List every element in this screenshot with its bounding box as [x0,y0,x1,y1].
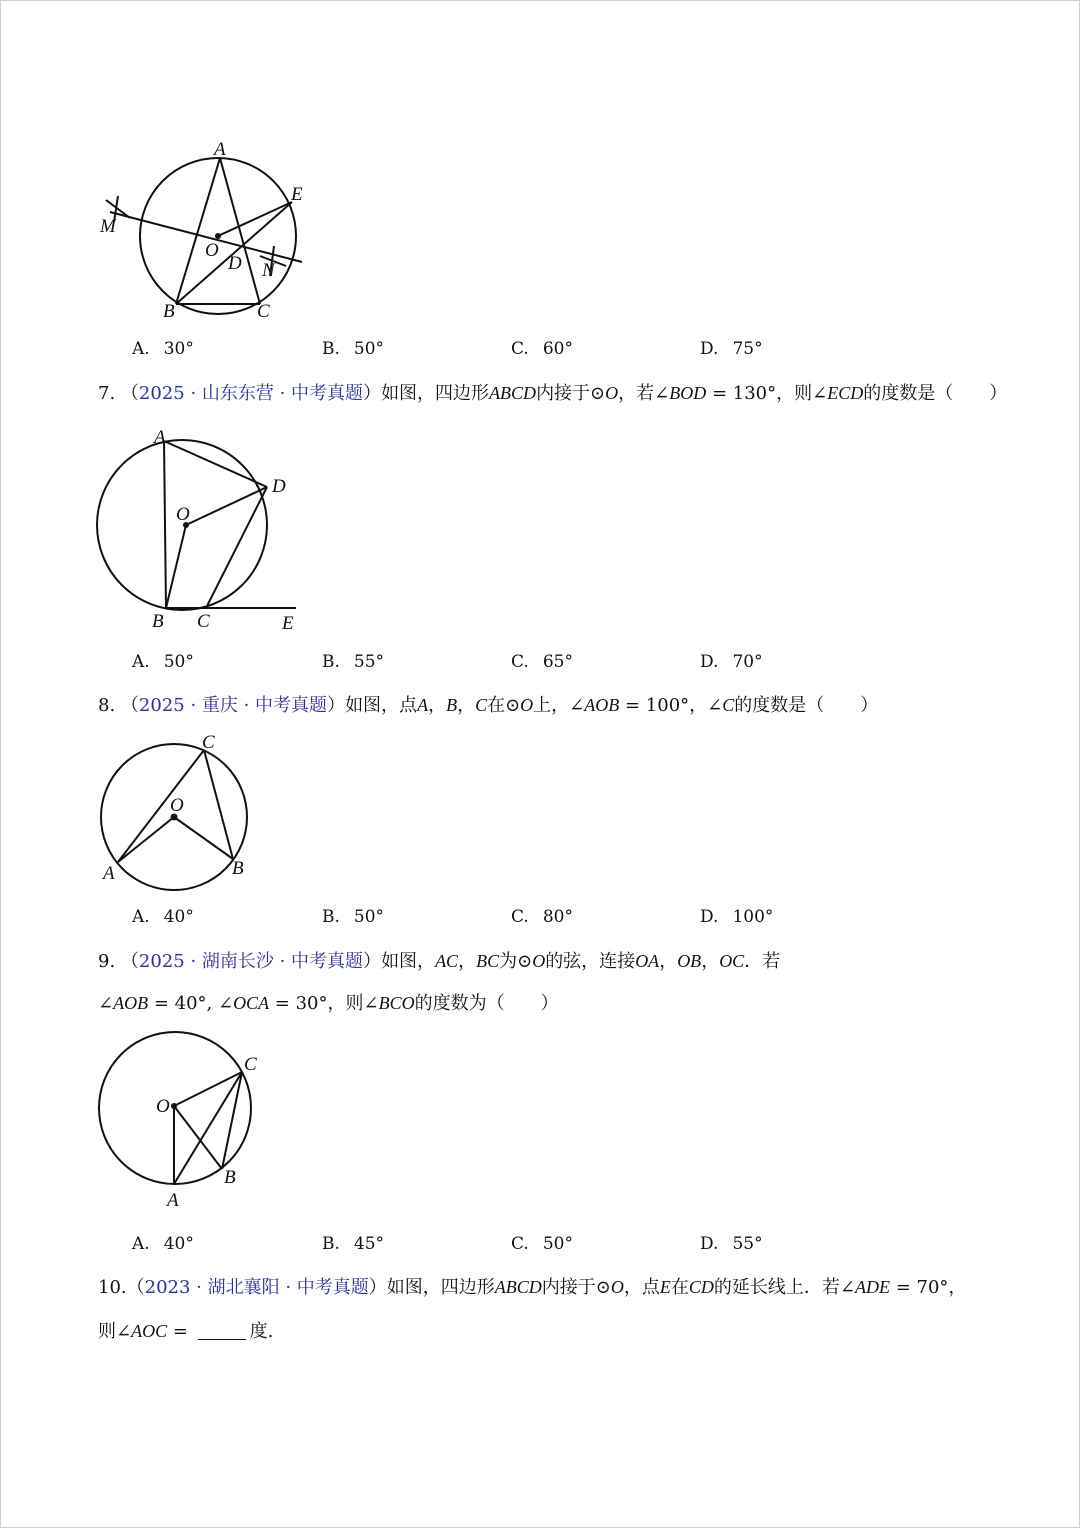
q6-label-c: C [257,301,270,322]
q9-label-c: C [244,1054,257,1075]
q9-label-b: B [224,1167,236,1188]
q6-option-c[interactable]: C. 60° [511,339,573,359]
q10-stem-line2: 则∠AOC = 度. [98,1321,274,1342]
q10-source: 2023 · 湖北襄阳 · 中考真题 [144,1277,369,1298]
q8-option-d[interactable]: D. 100° [700,907,774,927]
q10-answer-blank[interactable] [198,1321,246,1340]
q6-label-m: M [100,216,116,237]
q8-label-o: O [170,795,184,816]
q8-options [132,907,892,933]
q7-label-b: B [152,611,164,632]
q6-figure [96,138,326,328]
q8-option-a[interactable]: A. 40° [132,907,194,927]
q8-source: 2025 · 重庆 · 中考真题 [138,695,328,716]
q7-option-c[interactable]: C. 65° [511,652,573,672]
q9-stem-line1: 9. （2025 · 湖南长沙 · 中考真题）如图，AC，BC为⊙O的弦，连接OA，OB，OC．若 [98,951,781,972]
q7-label-e: E [282,613,294,634]
q6-options [132,339,892,365]
q6-label-b: B [163,301,175,322]
q6-option-a[interactable]: A. 30° [132,339,194,359]
q7-label-d: D [272,476,286,497]
q6-label-o: O [205,240,219,261]
q9-option-d[interactable]: D. 55° [700,1234,763,1254]
q10-stem-line1: 10.（2023 · 湖北襄阳 · 中考真题）如图，四边形ABCD内接于⊙O，点E在CD的延长线上．若∠ADE = 70°， [98,1277,967,1298]
q6-option-b[interactable]: B. 50° [322,339,385,359]
q6-center-dot [215,233,221,239]
q6-label-a: A [214,139,226,160]
q6-label-d: D [228,253,242,274]
q7-figure [96,425,316,635]
q7-options [132,652,892,678]
q7-option-b[interactable]: B. 55° [322,652,385,672]
q8-option-c[interactable]: C. 80° [511,907,573,927]
q9-option-b[interactable]: B. 45° [322,1234,385,1254]
q9-source: 2025 · 湖南长沙 · 中考真题 [138,951,364,972]
q9-label-o: O [156,1096,170,1117]
q9-option-c[interactable]: C. 50° [511,1234,573,1254]
q9-center-dot [171,1103,177,1109]
q8-label-c: C [202,732,215,753]
q7-label-o: O [176,504,190,525]
q6-label-n: N [262,260,275,281]
q9-options [132,1234,892,1260]
q6-option-d[interactable]: D. 75° [700,339,763,359]
q7-stem: 7. （2025 · 山东东营 · 中考真题）如图，四边形ABCD内接于⊙O，若∠BOD = 130°，则∠ECD的度数是（ ） [98,383,1008,404]
q8-stem: 8. （2025 · 重庆 · 中考真题）如图，点A，B，C在⊙O上，∠AOB = 100°，∠C的度数是（ ） [98,695,879,716]
q8-option-b[interactable]: B. 50° [322,907,385,927]
q7-source: 2025 · 山东东营 · 中考真题 [138,383,364,404]
q7-option-a[interactable]: A. 50° [132,652,194,672]
q8-figure [96,730,266,895]
q9-label-a: A [167,1190,179,1211]
q9-option-a[interactable]: A. 40° [132,1234,194,1254]
q9-stem-line2: ∠AOB = 40°, ∠OCA = 30°，则∠BCO的度数为（ ） [98,993,559,1014]
q7-label-c: C [197,611,210,632]
q8-label-a: A [103,863,115,884]
q9-figure [96,1028,271,1213]
q7-option-d[interactable]: D. 70° [700,652,763,672]
q7-circle [97,440,267,610]
q6-label-e: E [291,184,303,205]
q8-label-b: B [232,858,244,879]
q7-label-a: A [154,427,166,448]
